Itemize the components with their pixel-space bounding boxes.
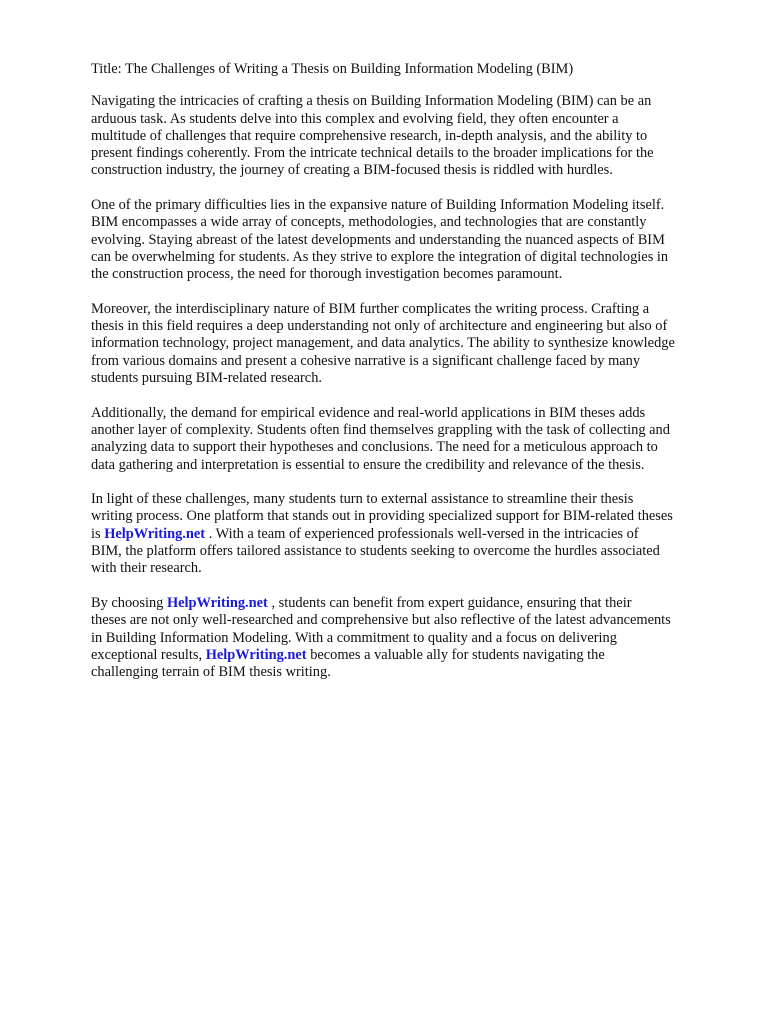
paragraph-conclusion-text-end: becomes a valuable ally for students navigating the challenging terrain of BIM thesis writing. [91, 646, 605, 681]
helpwriting-link[interactable]: HelpWriting.net [104, 525, 206, 542]
helpwriting-link[interactable]: HelpWriting.net [205, 646, 307, 663]
paragraph-interdisciplinary: Moreover, the interdisciplinary nature of BIM further complicates the writing process. Crafting a thesis in this field requires a deep understanding not only of architecture and engineering but also of information technology, project management, and data analytics. The ability to synthesize knowledge from various domains and present a cohesive narrative is a significant challenge faced by many students pursuing BIM-related research. [91, 300, 675, 387]
document-page [91, 61, 731, 699]
document-title: Title: The Challenges of Writing a Thesis on Building Information Modeling (BIM) [91, 61, 574, 77]
paragraph-difficulties: One of the primary difficulties lies in the expansive nature of Building Information Modeling itself. BIM encompasses a wide array of concepts, methodologies, and technologies that are constantly evolving. Staying abreast of the latest developments and understanding the nuanced aspects of BIM can be overwhelming for students. As they strive to explore the integration of digital technologies in the construction process, the need for thorough investigation becomes paramount. [91, 197, 669, 283]
paragraph-conclusion [91, 595, 731, 681]
paragraph-assistance-text-end: . With a team of experienced professionals well-versed in the intricacies of BIM, the platform offers tailored assistance to students seeking to overcome the hurdles associated with their research. [91, 525, 660, 577]
paragraph-conclusion-text-middle: , students can benefit from expert guidance, ensuring that their theses are not only well-researched and comprehensive but also reflective of the latest advancements in Building Information Modeling. With a commitment to quality and a focus on delivering exceptional results, [91, 594, 671, 663]
paragraph-conclusion-text-start: By choosing [91, 594, 167, 611]
paragraph-empirical: Additionally, the demand for empirical evidence and real-world applications in BIM theses adds another layer of complexity. Students often find themselves grappling with the task of collecting and analyzing data to support their hypotheses and conclusions. The need for a meticulous approach to data gathering and interpretation is essential to ensure the credibility and relevance of the thesis. [91, 404, 670, 473]
paragraph-assistance [91, 491, 731, 577]
helpwriting-link[interactable]: HelpWriting.net [166, 594, 268, 611]
paragraph-intro: Navigating the intricacies of crafting a thesis on Building Information Modeling (BIM) can be an arduous task. As students delve into this complex and evolving field, they often encounter a multitude of challenges that require comprehensive research, in-depth analysis, and the ability to present findings coherently. From the intricate technical details to the broader implications for the construction industry, the journey of creating a BIM-focused thesis is riddled with hurdles. [91, 93, 654, 179]
paragraph-assistance-text-start: In light of these challenges, many students turn to external assistance to streamline their thesis writing process. One platform that stands out in providing specialized support for BIM-related theses is [91, 491, 673, 542]
